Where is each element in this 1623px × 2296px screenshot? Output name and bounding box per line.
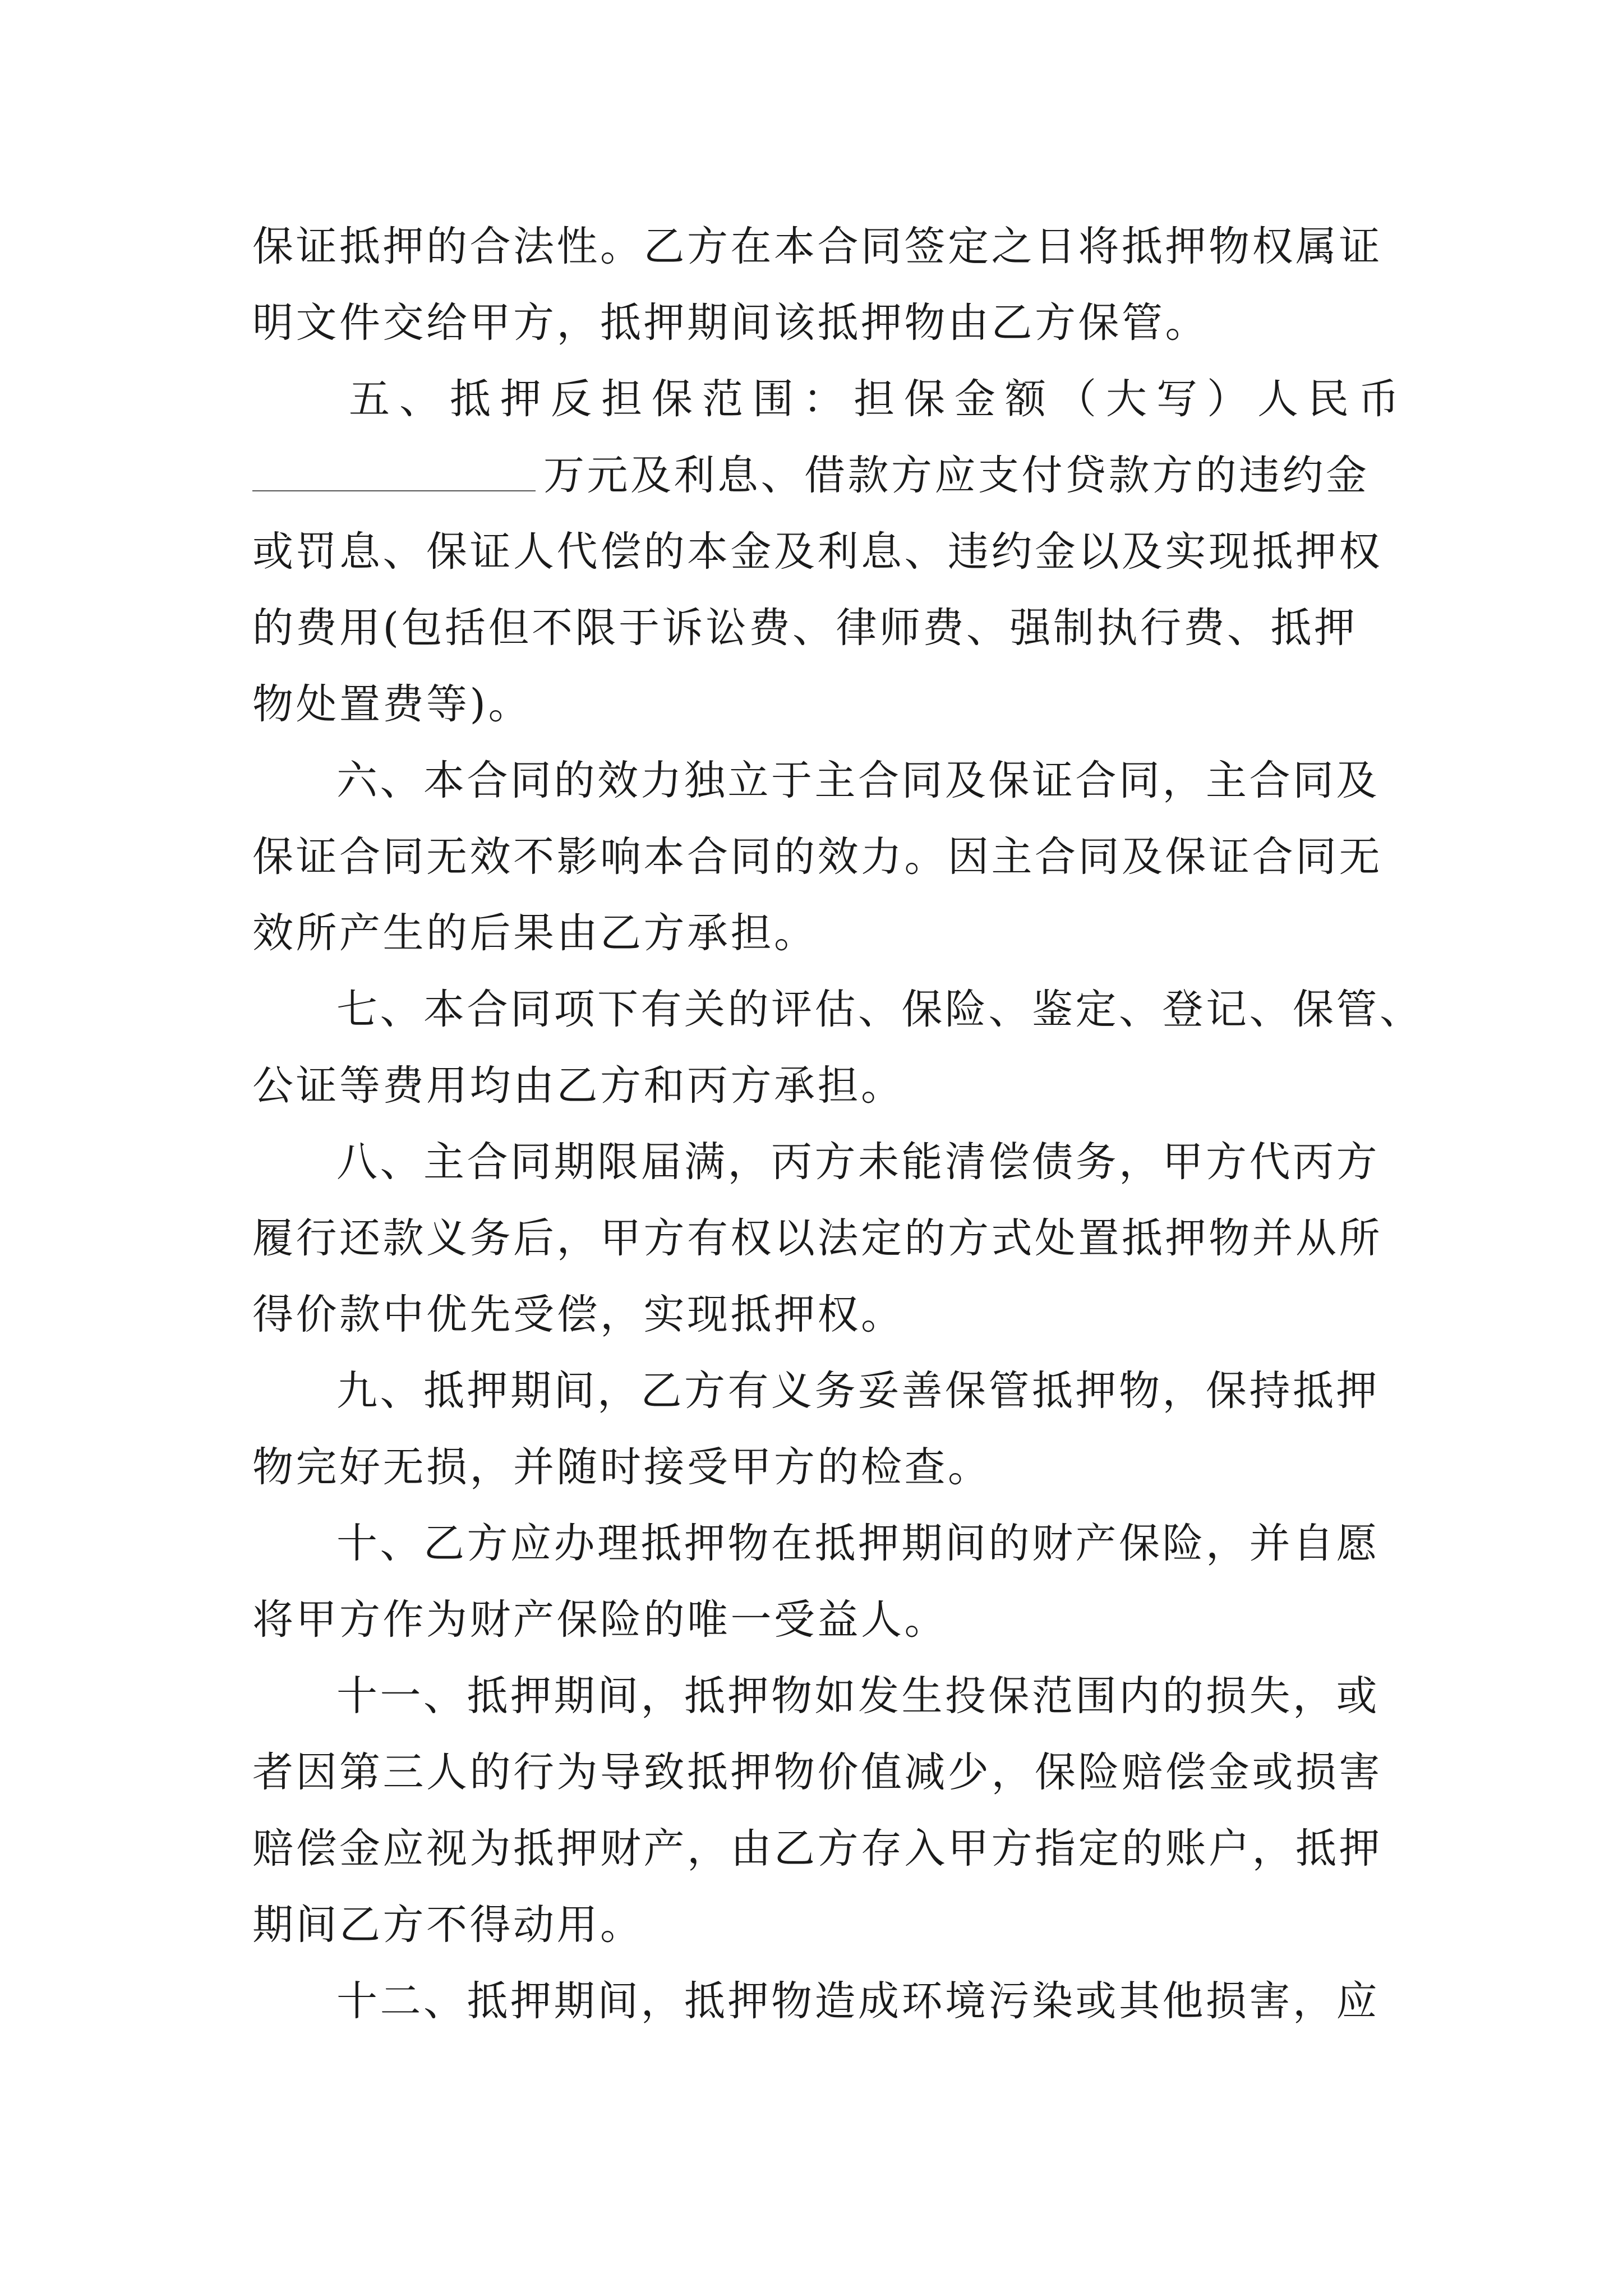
text-line: 履行还款义务后，甲方有权以法定的方式处置抵押物并从所 <box>252 1214 1382 1262</box>
text-line: 保证抵押的合法性。乙方在本合同签定之日将抵押物权属证 <box>252 223 1382 270</box>
text-line: 保证合同无效不影响本合同的效力。因主合同及保证合同无 <box>252 833 1382 881</box>
text-line: 或罚息、保证人代偿的本金及利息、违约金以及实现抵押权 <box>252 528 1382 576</box>
text-line-with-blank <box>252 438 1380 514</box>
text-line: 者因第三人的行为导致抵押物价值减少，保险赔偿金或损害 <box>252 1749 1382 1796</box>
text-line: 效所产生的后果由乙方承担。 <box>252 909 818 957</box>
text-line: 物处置费等)。 <box>252 680 532 728</box>
text-line: 期间乙方不得动用。 <box>252 1901 644 1949</box>
text-line: 公证等费用均由乙方和丙方承担。 <box>252 1062 905 1110</box>
clause-5-heading-line: 五、抵押反担保范围：担保金额（大写）人民币 <box>349 375 1409 423</box>
text-line: 的费用(包括但不限于诉讼费、律师费、强制执行费、抵押 <box>252 604 1358 652</box>
clause-12-line: 十二、抵押期间，抵押物造成环境污染或其他损害，应 <box>336 1977 1380 2025</box>
text-line: 物完好无损，并随时接受甲方的检查。 <box>252 1443 992 1491</box>
text-line: 得价款中优先受偿，实现抵押权。 <box>252 1291 905 1338</box>
text-line: 明文件交给甲方，抵押期间该抵押物由乙方保管。 <box>252 299 1209 347</box>
clause-6-line: 六、本合同的效力独立于主合同及保证合同，主合同及 <box>336 757 1380 804</box>
text-line-content: 万元及利息、借款方应支付贷款方的违约金 <box>543 452 1370 499</box>
text-line: 将甲方作为财产保险的唯一受益人。 <box>252 1596 948 1644</box>
clause-7-line: 七、本合同项下有关的评估、保险、鉴定、登记、保管、 <box>336 986 1423 1033</box>
clause-8-line: 八、主合同期限届满，丙方未能清偿债务，甲方代丙方 <box>336 1138 1380 1186</box>
clause-9-line: 九、抵押期间，乙方有义务妥善保管抵押物，保持抵押 <box>336 1367 1380 1415</box>
text-line: 赔偿金应视为抵押财产，由乙方存入甲方指定的账户，抵押 <box>252 1825 1382 1872</box>
document-page <box>252 209 1423 2040</box>
clause-11-line: 十一、抵押期间，抵押物如发生投保范围内的损失，或 <box>336 1672 1380 1720</box>
amount-blank-field <box>252 448 536 491</box>
clause-10-line: 十、乙方应办理抵押物在抵押期间的财产保险，并自愿 <box>336 1520 1380 1567</box>
